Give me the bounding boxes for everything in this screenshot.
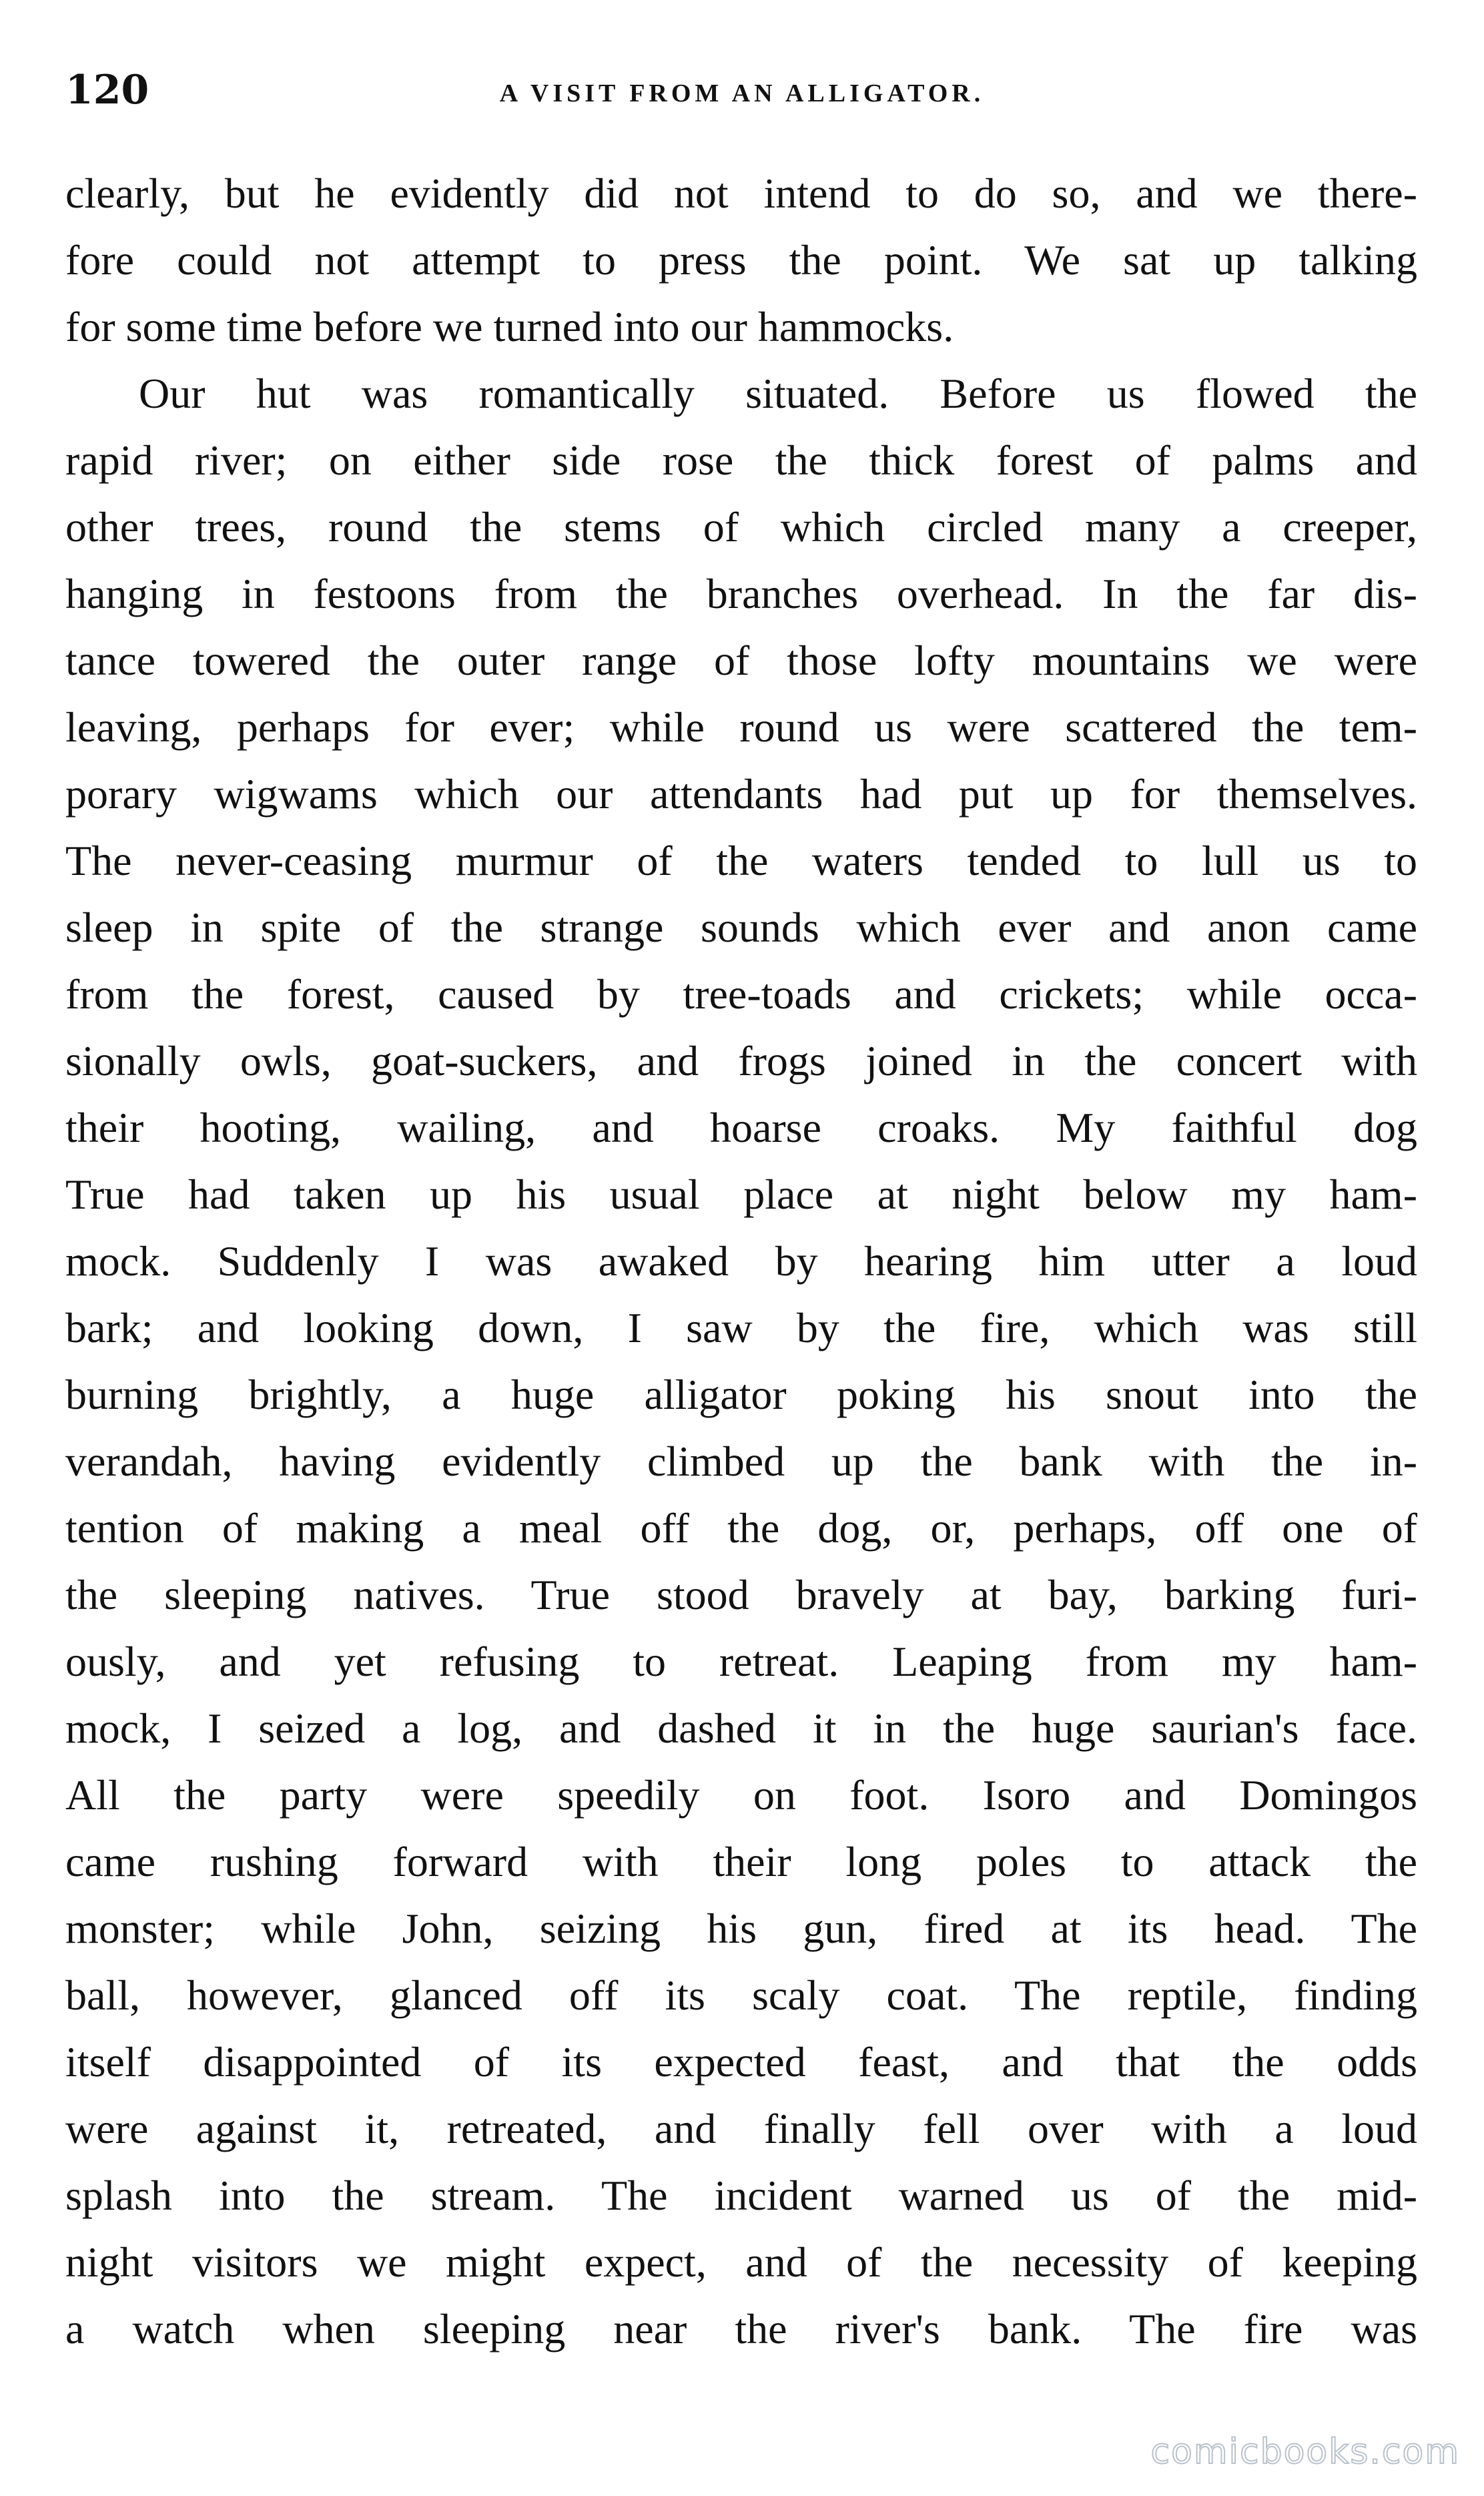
text-line: burning brightly, a huge alligator poking his snout into the	[65, 1371, 1417, 1418]
text-line: a watch when sleeping near the river's bank. The fire was	[65, 2305, 1417, 2353]
paragraph-2	[65, 360, 1417, 2363]
text-line: tention of making a meal off the dog, or, perhaps, off one of	[65, 1504, 1417, 1552]
text-line: mock, I seized a log, and dashed it in the huge saurian's face.	[65, 1704, 1417, 1752]
text-line: were against it, retreated, and finally fell over with a loud	[65, 2105, 1417, 2152]
paragraph-1	[65, 160, 1417, 360]
watermark-logo: comicbooks.com	[1150, 2432, 1460, 2472]
text-line: the sleeping natives. True stood bravely at bay, barking furi-	[65, 1571, 1417, 1618]
text-line: other trees, round the stems of which circled many a creeper,	[65, 503, 1417, 551]
text-line: their hooting, wailing, and hoarse croaks. My faithful dog	[65, 1104, 1417, 1151]
text-line: Our hut was romantically situated. Before us flowed the	[139, 370, 1417, 417]
text-line: leaving, perhaps for ever; while round us were scattered the tem-	[65, 703, 1417, 751]
page-number: 120	[65, 67, 149, 113]
text-line: sionally owls, goat-suckers, and frogs joined in the concert with	[65, 1037, 1417, 1084]
text-line: ously, and yet refusing to retreat. Leaping from my ham-	[65, 1638, 1417, 1685]
text-line: All the party were speedily on foot. Isoro and Domingos	[65, 1771, 1417, 1819]
text-line: night visitors we might expect, and of the necessity of keeping	[65, 2238, 1417, 2286]
text-line: fore could not attempt to press the point. We sat up talking	[65, 236, 1417, 284]
text-line: itself disappointed of its expected feast, and that the odds	[65, 2038, 1417, 2086]
text-line: splash into the stream. The incident warned us of the mid-	[65, 2172, 1417, 2219]
text-line: True had taken up his usual place at night below my ham-	[65, 1171, 1417, 1218]
page-header	[65, 60, 1419, 133]
text-line: The never-ceasing murmur of the waters tended to lull us to	[65, 837, 1417, 884]
text-line: tance towered the outer range of those lofty mountains we were	[65, 637, 1417, 684]
text-line: sleep in spite of the strange sounds which ever and anon came	[65, 904, 1417, 951]
text-line: hanging in festoons from the branches overhead. In the far dis-	[65, 570, 1417, 617]
text-line: verandah, having evidently climbed up the bank with the in-	[65, 1438, 1417, 1485]
running-title: A VISIT FROM AN ALLIGATOR.	[499, 79, 985, 107]
text-line: for some time before we turned into our hammocks.	[65, 303, 954, 350]
text-line: mock. Suddenly I was awaked by hearing him utter a loud	[65, 1237, 1417, 1285]
text-line: rapid river; on either side rose the thick forest of palms and	[65, 436, 1417, 484]
text-line: ball, however, glanced off its scaly coat. The reptile, finding	[65, 1971, 1417, 2019]
text-line: came rushing forward with their long poles to attack the	[65, 1838, 1417, 1885]
text-line: porary wigwams which our attendants had put up for themselves.	[65, 770, 1417, 818]
text-line: clearly, but he evidently did not intend to do so, and we there-	[65, 170, 1417, 217]
text-line: from the forest, caused by tree-toads and crickets; while occa-	[65, 970, 1417, 1018]
body-text	[65, 160, 1417, 2363]
text-line: bark; and looking down, I saw by the fire, which was still	[65, 1304, 1417, 1351]
text-line: monster; while John, seizing his gun, fired at its head. The	[65, 1905, 1417, 1952]
